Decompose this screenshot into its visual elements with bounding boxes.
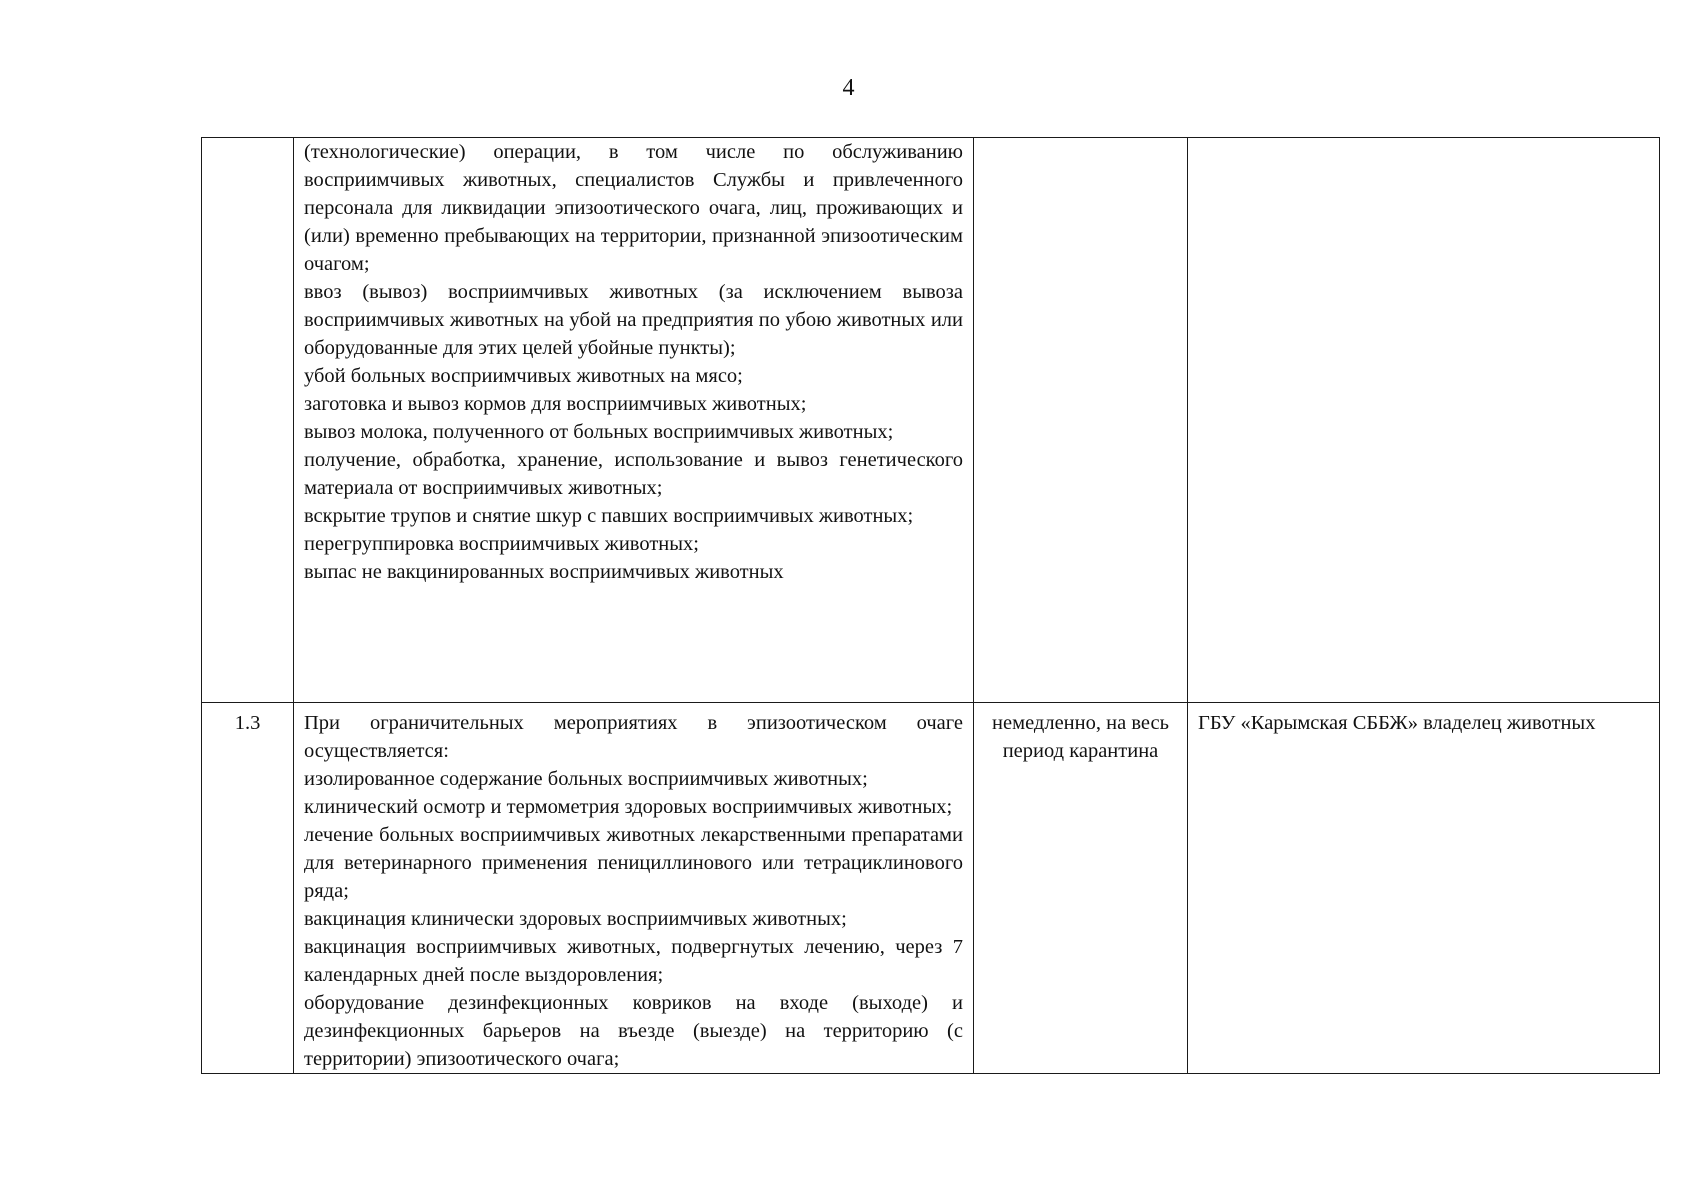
measures-text-cell bbox=[294, 703, 974, 1074]
page-number: 4 bbox=[842, 75, 855, 101]
measure-paragraph: (технологические) операции, в том числе по обслуживанию восприимчивых животных, специалистов Службы и привлеченного персонала для ликвидации эпизоотического очага, лиц, проживающих и (или) временно пребывающих на территории, признанной эпизоотическим очагом; bbox=[304, 141, 963, 275]
term-cell: немедленно, на весь период карантина bbox=[974, 703, 1188, 1074]
measure-paragraph: заготовка и вывоз кормов для восприимчивых животных; bbox=[304, 393, 807, 415]
responsible-cell bbox=[1188, 138, 1660, 703]
measure-paragraph: вывоз молока, полученного от больных восприимчивых животных; bbox=[304, 421, 894, 443]
measure-paragraph: вскрытие трупов и снятие шкур с павших восприимчивых животных; bbox=[304, 505, 914, 527]
measure-paragraph: ввоз (вывоз) восприимчивых животных (за исключением вывоза восприимчивых животных на убой на предприятия по убою животных или оборудованные для этих целей убойные пункты); bbox=[304, 281, 963, 359]
measure-paragraph: лечение больных восприимчивых животных лекарственными препаратами для ветеринарного применения пенициллинового или тетрациклинового ряда; bbox=[304, 824, 963, 902]
measure-paragraph: вакцинация клинически здоровых восприимчивых животных; bbox=[304, 908, 847, 930]
measure-paragraph: клинический осмотр и термометрия здоровых восприимчивых животных; bbox=[304, 796, 953, 818]
measures-text-cell bbox=[294, 138, 974, 703]
row-number-cell bbox=[202, 138, 294, 703]
measure-paragraph: перегруппировка восприимчивых животных; bbox=[304, 533, 699, 555]
measures-table bbox=[201, 137, 1660, 1074]
table-row bbox=[202, 703, 1660, 1074]
measure-paragraph: получение, обработка, хранение, использование и вывоз генетического материала от восприимчивых животных; bbox=[304, 449, 963, 499]
table-row bbox=[202, 138, 1660, 703]
measure-paragraph: При ограничительных мероприятиях в эпизоотическом очаге осуществляется: bbox=[304, 712, 963, 762]
row-number-cell: 1.3 bbox=[202, 703, 294, 1074]
measure-paragraph: вакцинация восприимчивых животных, подвергнутых лечению, через 7 календарных дней после выздоровления; bbox=[304, 936, 963, 986]
measure-paragraph: изолированное содержание больных восприимчивых животных; bbox=[304, 768, 868, 790]
measure-paragraph: выпас не вакцинированных восприимчивых животных bbox=[304, 561, 784, 583]
measure-paragraph: убой больных восприимчивых животных на мясо; bbox=[304, 365, 743, 387]
term-cell bbox=[974, 138, 1188, 703]
measure-paragraph: оборудование дезинфекционных ковриков на входе (выходе) и дезинфекционных барьеров на въезде (выезде) на территорию (с территории) эпизоотического очага; bbox=[304, 992, 963, 1070]
responsible-cell: ГБУ «Карымская СББЖ» владелец животных bbox=[1188, 703, 1660, 1074]
